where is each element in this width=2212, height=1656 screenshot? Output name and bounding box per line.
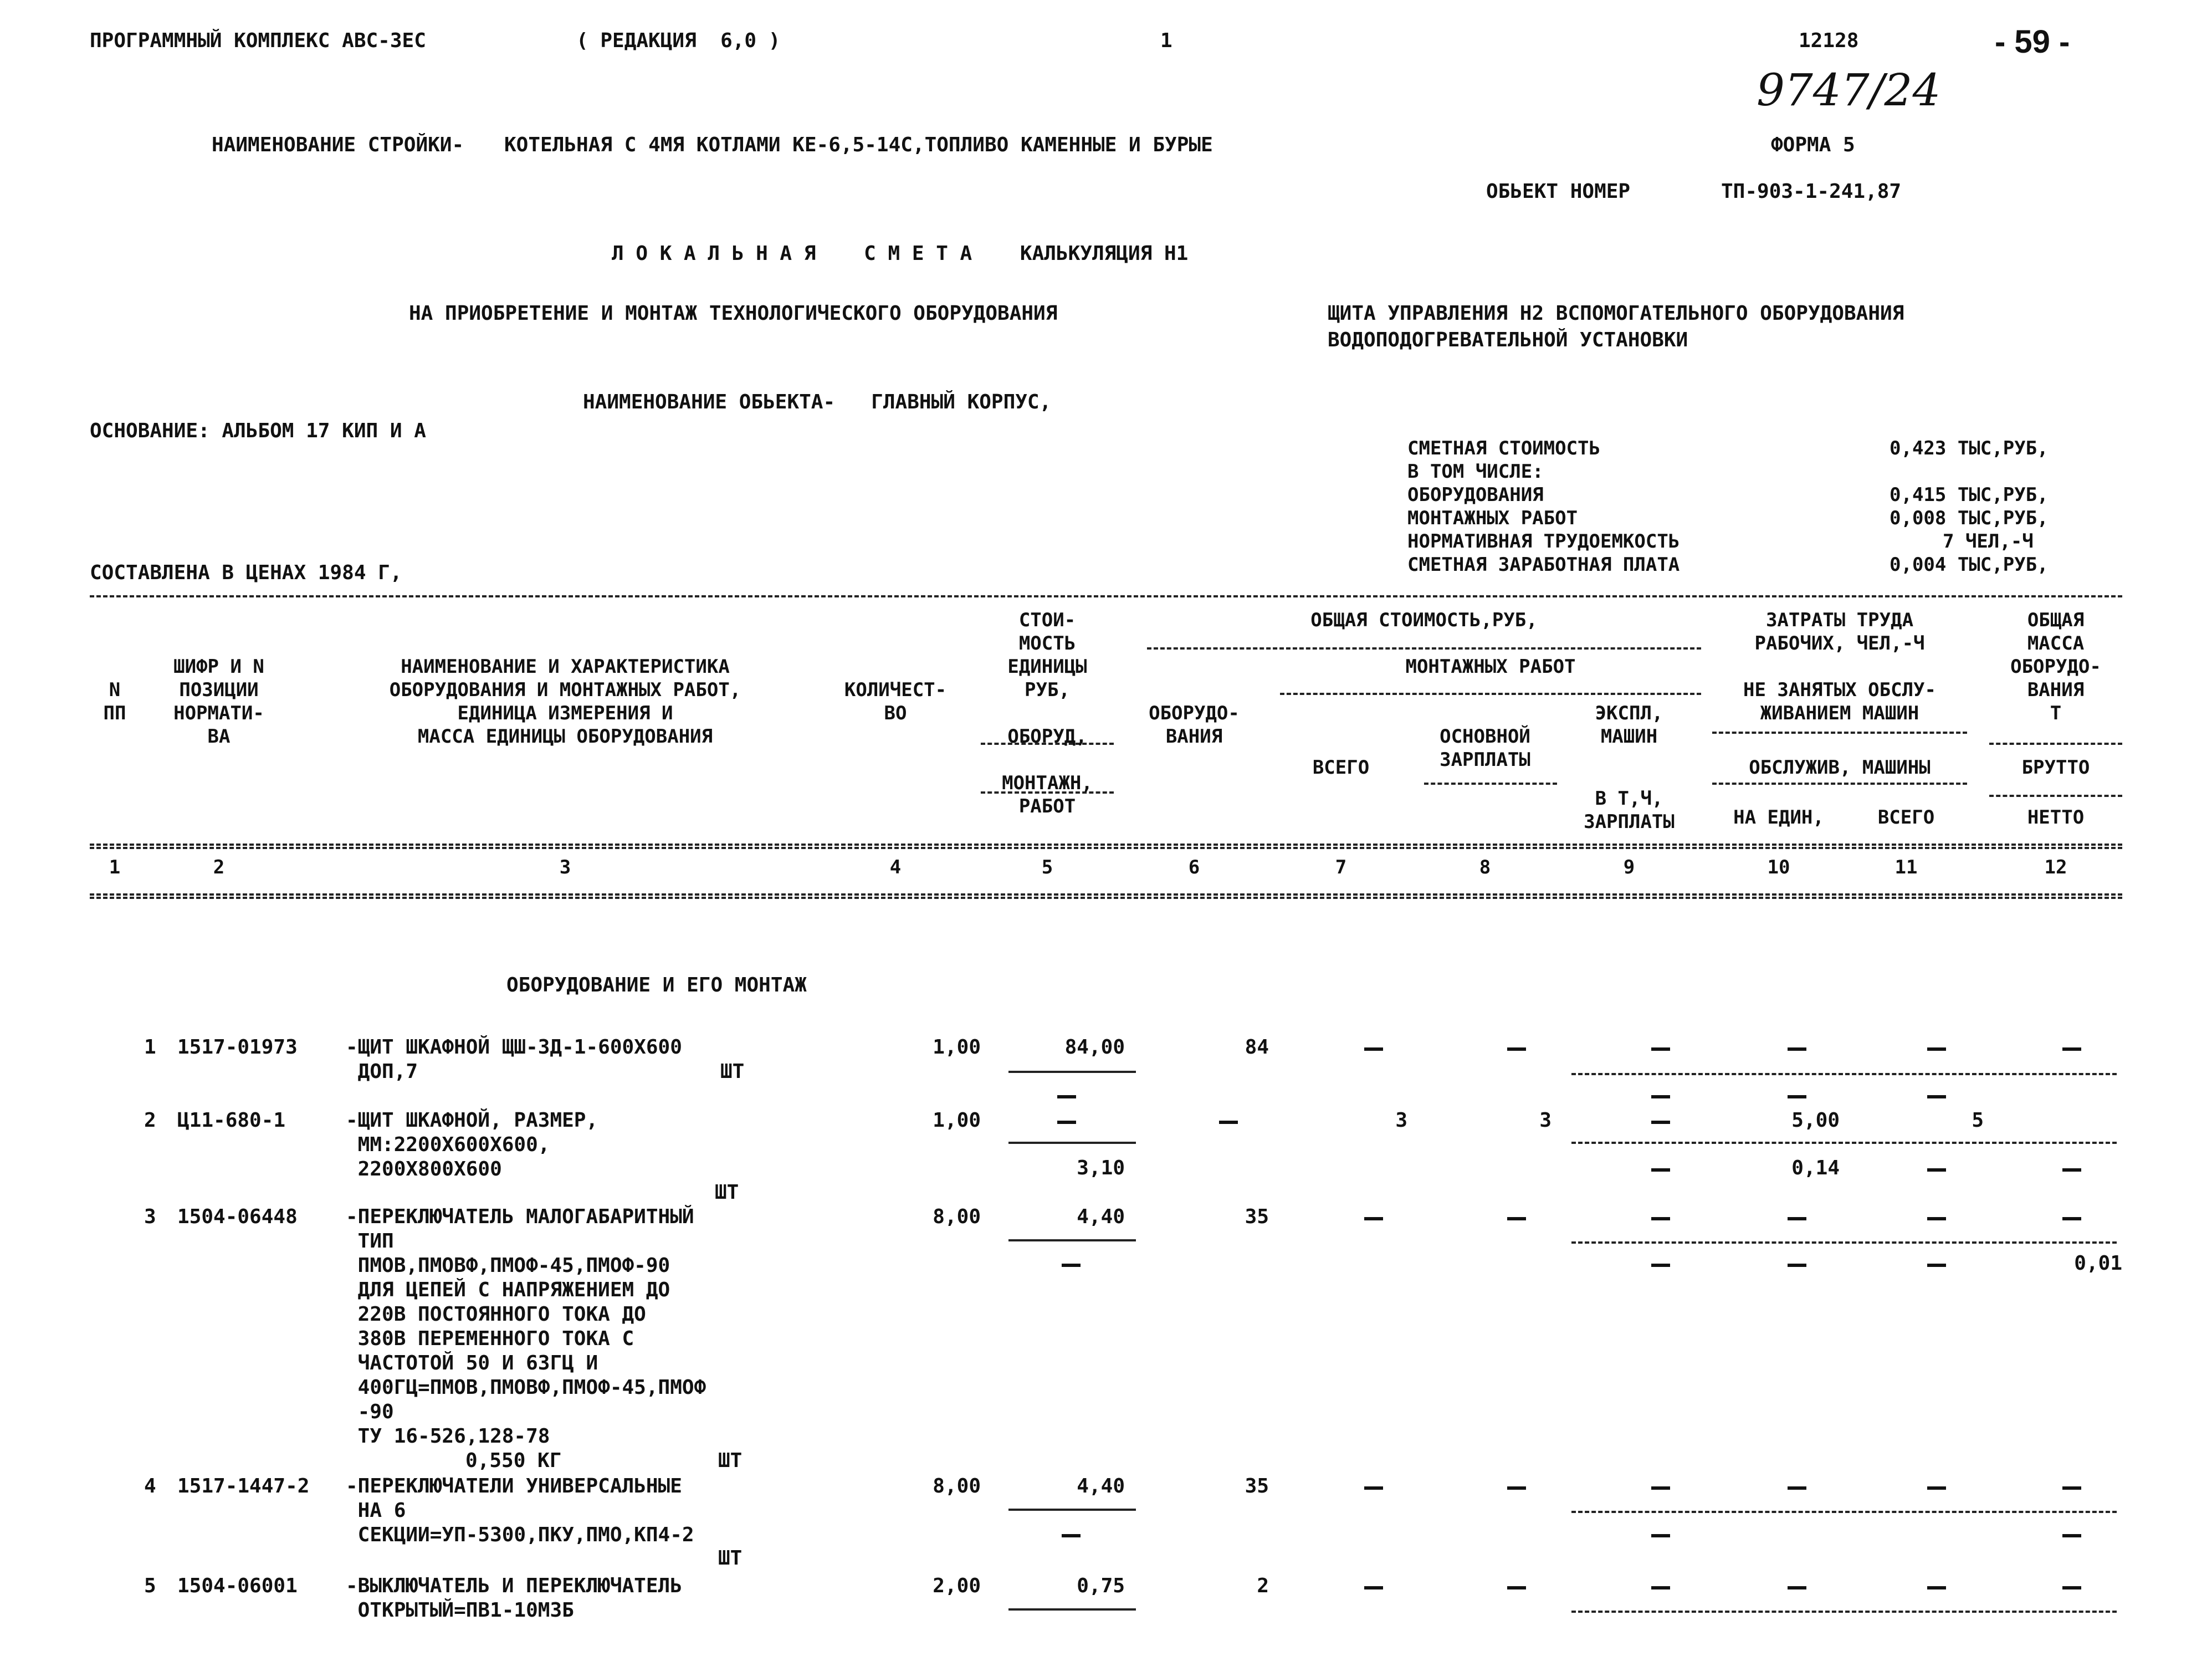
purpose-left: НА ПРИОБРЕТЕНИЕ И МОНТАЖ ТЕХНОЛОГИЧЕСКОГО ОБОРУДОВАНИЯ	[409, 302, 1058, 325]
divider	[1571, 1073, 2117, 1075]
row-unit: ШТ	[718, 1449, 743, 1472]
empty-mark	[1651, 1264, 1670, 1267]
col-header-base-salary: ОСНОВНОЙ ЗАРПЛАТЫ	[1440, 725, 1530, 771]
divider	[1989, 795, 2122, 797]
col-header-labor-unit: НА ЕДИН,	[1733, 806, 1824, 829]
empty-mark	[1651, 1047, 1670, 1051]
col-number: 12	[2044, 856, 2067, 878]
col-number: 6	[1188, 856, 1200, 878]
col-header-machines-salary: В Т,Ч, ЗАРПЛАТЫ	[1584, 788, 1675, 833]
empty-mark	[1927, 1095, 1946, 1098]
divider	[90, 847, 2122, 849]
col-header-unit-equip: ОБОРУД,	[1007, 725, 1087, 748]
row-unit-price-equip	[1057, 1121, 1076, 1124]
empty-mark	[1507, 1047, 1526, 1051]
empty-mark	[2062, 1168, 2081, 1172]
empty-mark	[1927, 1486, 1946, 1490]
summary-value: 0,004 ТЫС,РУБ,	[1890, 554, 2049, 576]
row-labor-machine: 0,14	[1791, 1157, 1840, 1179]
summary-label: СМЕТНАЯ СТОИМОСТЬ	[1407, 437, 1600, 459]
col-header-equipment: ОБОРУДО- ВАНИЯ	[1149, 702, 1240, 748]
divider	[90, 893, 2122, 896]
page-number: - 59 -	[1995, 24, 2070, 60]
row-mass-net: 0,01	[2074, 1252, 2122, 1275]
col-number: 5	[1041, 856, 1053, 878]
empty-mark	[1057, 1095, 1076, 1098]
divider	[1571, 1142, 2117, 1144]
underline	[1008, 1071, 1136, 1073]
row-code: Ц11-680-1	[177, 1109, 286, 1132]
row-unit: ШТ	[715, 1181, 739, 1204]
row-unit-price-equip: 4,40	[1077, 1475, 1125, 1497]
empty-mark	[1788, 1486, 1806, 1490]
divider	[1147, 647, 1701, 650]
row-unit-price-equip: 84,00	[1064, 1036, 1125, 1059]
row-number: 5	[144, 1575, 156, 1597]
program-name: ПРОГРАММНЫЙ КОМПЛЕКС АВС-3ЕС	[90, 29, 426, 52]
row-description: -ЩИТ ШКАФНОЙ ЩШ-3Д-1-600Х600 ДОП,7	[346, 1036, 682, 1083]
empty-mark	[1651, 1095, 1670, 1098]
col-header-unit-cost: СТОИ- МОСТЬ ЕДИНИЦЫ РУБ,	[1007, 609, 1087, 701]
row-code: 1517-1447-2	[177, 1475, 310, 1497]
empty-mark	[1651, 1534, 1670, 1537]
col-header-labor-total: ВСЕГО	[1877, 806, 1935, 829]
row-unit-price-equip: 4,40	[1077, 1205, 1125, 1228]
row-unit-mass: 0,550 КГ	[465, 1449, 562, 1472]
row-quantity: 1,00	[933, 1109, 981, 1132]
divider	[1424, 783, 1557, 785]
empty-mark	[1927, 1217, 1946, 1220]
col-number: 11	[1894, 856, 1918, 878]
underline	[1008, 1239, 1136, 1241]
row-base-salary: 3	[1539, 1109, 1552, 1132]
divider	[1712, 783, 1967, 785]
row-unit-price-install: 3,10	[1077, 1157, 1125, 1179]
col-group-labor: ЗАТРАТЫ ТРУДА РАБОЧИХ, ЧЕЛ,-Ч	[1754, 609, 1925, 655]
summary-label: В ТОМ ЧИСЛЕ:	[1407, 461, 1544, 483]
price-level: СОСТАВЛЕНА В ЦЕНАХ 1984 Г,	[90, 561, 402, 584]
summary-value: 0,415 ТЫС,РУБ,	[1890, 484, 2049, 506]
empty-mark	[2062, 1586, 2081, 1589]
summary-value: 0,423 ТЫС,РУБ,	[1890, 437, 2049, 459]
basis: ОСНОВАНИЕ: АЛЬБОМ 17 КИП И А	[90, 420, 426, 442]
empty-mark	[1651, 1217, 1670, 1220]
summary-label: ОБОРУДОВАНИЯ	[1407, 484, 1544, 506]
doc-code: 12128	[1799, 29, 1859, 52]
row-labor-total: 5	[1972, 1109, 1984, 1132]
row-unit: ШТ	[720, 1060, 745, 1083]
row-quantity: 1,00	[933, 1036, 981, 1059]
col-header-mass-net: НЕТТО	[2027, 806, 2085, 829]
divider	[90, 595, 2122, 597]
empty-mark	[1651, 1486, 1670, 1490]
col-number: 8	[1479, 856, 1491, 878]
row-number: 4	[144, 1475, 156, 1497]
col-header-mass: ОБЩАЯ МАССА ОБОРУДО- ВАНИЯ Т	[2010, 609, 2101, 724]
col-group-installation: МОНТАЖНЫХ РАБОТ	[1405, 656, 1576, 678]
col-header-code: ШИФР И N ПОЗИЦИИ НОРМАТИ- ВА	[173, 656, 264, 748]
row-install-total: 3	[1395, 1109, 1407, 1132]
empty-mark	[1927, 1586, 1946, 1589]
col-header-n: N ПП	[103, 679, 126, 724]
col-number: 3	[559, 856, 571, 878]
underline	[1008, 1608, 1136, 1611]
col-number: 2	[213, 856, 225, 878]
empty-mark	[1788, 1217, 1806, 1220]
divider	[90, 844, 2122, 846]
row-total-equip	[1219, 1121, 1238, 1124]
row-code: 1504-06448	[177, 1205, 298, 1228]
summary-label: НОРМАТИВНАЯ ТРУДОЕМКОСТЬ	[1407, 530, 1680, 553]
row-code: 1504-06001	[177, 1575, 298, 1597]
empty-mark	[1364, 1047, 1383, 1051]
col-number: 10	[1767, 856, 1790, 878]
col-header-mass-gross: БРУТТО	[2021, 757, 2090, 779]
edition: ( РЕДАКЦИЯ 6,0 )	[576, 29, 781, 52]
empty-mark	[2062, 1217, 2081, 1220]
row-unit-price-equip: 0,75	[1077, 1575, 1125, 1597]
col-number: 9	[1623, 856, 1635, 878]
divider	[1989, 743, 2122, 745]
col-header-install-total: ВСЕГО	[1312, 757, 1370, 779]
col-header-quantity: КОЛИЧЕСТ- ВО	[844, 679, 947, 724]
purpose-right-1: ЩИТА УПРАВЛЕНИЯ Н2 ВСПОМОГАТЕЛЬНОГО ОБОРУДОВАНИЯ	[1328, 302, 1904, 325]
row-code: 1517-01973	[177, 1036, 298, 1059]
construction-label: НАИМЕНОВАНИЕ СТРОЙКИ-	[212, 134, 464, 156]
summary-value: 7 ЧЕЛ,-Ч	[1943, 530, 2034, 553]
empty-mark	[1651, 1168, 1670, 1172]
row-total-equip: 35	[1245, 1475, 1269, 1497]
row-total-equip: 35	[1245, 1205, 1269, 1228]
col-header-unit-install: МОНТАЖН, РАБОТ	[1002, 772, 1093, 817]
divider	[1571, 1511, 2117, 1513]
row-number: 3	[144, 1205, 156, 1228]
row-total-equip: 84	[1245, 1036, 1269, 1059]
row-quantity: 8,00	[933, 1205, 981, 1228]
doc-title: Л О К А Л Ь Н А Я С М Е Т А КАЛЬКУЛЯЦИЯ Н1	[612, 242, 1189, 265]
empty-mark	[2062, 1047, 2081, 1051]
object-name: НАИМЕНОВАНИЕ ОБЬЕКТА- ГЛАВНЫЙ КОРПУС,	[583, 391, 1052, 413]
row-description: -ПЕРЕКЛЮЧАТЕЛИ УНИВЕРСАЛЬНЫЕ НА 6 СЕКЦИИ=УП-5300,ПКУ,ПМО,КП4-2	[346, 1475, 694, 1546]
row-description: -ВЫКЛЮЧАТЕЛЬ И ПЕРЕКЛЮЧАТЕЛЬ ОТКРЫТЫЙ=ПВ1-10М3Б	[346, 1575, 682, 1622]
col-number: 1	[109, 856, 121, 878]
divider	[1280, 693, 1701, 695]
handwritten-note: 9747/24	[1757, 64, 1941, 116]
col-group-total-cost: ОБЩАЯ СТОИМОСТЬ,РУБ,	[1310, 609, 1538, 631]
row-total-equip: 2	[1257, 1575, 1269, 1597]
object-label: ОБЬЕКТ НОМЕР	[1486, 180, 1631, 203]
section-title: ОБОРУДОВАНИЕ И ЕГО МОНТАЖ	[506, 974, 807, 996]
sheet-number: 1	[1160, 29, 1172, 52]
empty-mark	[2062, 1486, 2081, 1490]
col-header-machines: ЭКСПЛ, МАШИН	[1595, 702, 1663, 748]
row-unit-price-install	[1062, 1264, 1081, 1267]
underline	[1008, 1509, 1136, 1511]
row-description: -ЩИТ ШКАФНОЙ, РАЗМЕР, MM:2200X600X600, 2200X800X600	[346, 1109, 598, 1180]
empty-mark	[1364, 1217, 1383, 1220]
empty-mark	[1927, 1264, 1946, 1267]
divider	[90, 897, 2122, 899]
row-number: 1	[144, 1036, 156, 1059]
summary-label: МОНТАЖНЫХ РАБОТ	[1407, 507, 1578, 529]
row-number: 2	[144, 1109, 156, 1132]
empty-mark	[1364, 1586, 1383, 1589]
empty-mark	[2062, 1534, 2081, 1537]
construction-name: КОТЕЛЬНАЯ С 4МЯ КОТЛАМИ КЕ-6,5-14С,ТОПЛИВО КАМЕННЫЕ И БУРЫЕ	[504, 134, 1213, 156]
object-number: ТП-903-1-241,87	[1721, 180, 1902, 203]
empty-mark	[1364, 1486, 1383, 1490]
col-header-description: НАИМЕНОВАНИЕ И ХАРАКТЕРИСТИКА ОБОРУДОВАНИЯ И МОНТАЖНЫХ РАБОТ, ЕДИНИЦА ИЗМЕРЕНИЯ И МАССА ЕДИНИЦЫ ОБОРУДОВАНИЯ	[389, 656, 741, 748]
underline	[1008, 1142, 1136, 1144]
divider	[1571, 1611, 2117, 1613]
empty-mark	[1788, 1095, 1806, 1098]
divider	[1571, 1241, 2117, 1244]
row-unit-price-install	[1062, 1534, 1081, 1537]
row-unit: ШТ	[718, 1547, 743, 1570]
col-number: 7	[1335, 856, 1347, 878]
col-header-labor-machine: ОБСЛУЖИВ, МАШИНЫ	[1749, 757, 1931, 779]
empty-mark	[1651, 1586, 1670, 1589]
divider	[1712, 732, 1967, 734]
empty-mark	[1651, 1121, 1670, 1124]
row-description: -ПЕРЕКЛЮЧАТЕЛЬ МАЛОГАБАРИТНЫЙ ТИП ПМОВ,ПМОВФ,ПМОФ-45,ПМОФ-90 ДЛЯ ЦЕПЕЙ С НАПРЯЖЕНИЕМ ДО 220В ПОСТОЯННОГО ТОКА ДО 380В ПЕРЕМЕННОГО ТОКА С ЧАСТОТОЙ 50 И 63ГЦ И 400ГЦ=ПМОВ,ПМОВФ,ПМОФ-45,ПМОФ -90 ТУ 16-526,128-78	[346, 1205, 706, 1448]
empty-mark	[1927, 1168, 1946, 1172]
row-quantity: 8,00	[933, 1475, 981, 1497]
empty-mark	[1788, 1586, 1806, 1589]
empty-mark	[1788, 1047, 1806, 1051]
col-header-labor-non-machine: НЕ ЗАНЯТЫХ ОБСЛУ- ЖИВАНИЕМ МАШИН	[1743, 679, 1936, 724]
empty-mark	[1927, 1047, 1946, 1051]
summary-label: СМЕТНАЯ ЗАРАБОТНАЯ ПЛАТА	[1407, 554, 1680, 576]
col-number: 4	[889, 856, 902, 878]
row-labor-unit: 5,00	[1791, 1109, 1840, 1132]
purpose-right-2: ВОДОПОДОГРЕВАТЕЛЬНОЙ УСТАНОВКИ	[1328, 329, 1688, 351]
empty-mark	[1507, 1586, 1526, 1589]
empty-mark	[1507, 1486, 1526, 1490]
summary-value: 0,008 ТЫС,РУБ,	[1890, 507, 2049, 529]
empty-mark	[1507, 1217, 1526, 1220]
empty-mark	[1788, 1264, 1806, 1267]
row-quantity: 2,00	[933, 1575, 981, 1597]
form-number: ФОРМА 5	[1771, 134, 1855, 156]
